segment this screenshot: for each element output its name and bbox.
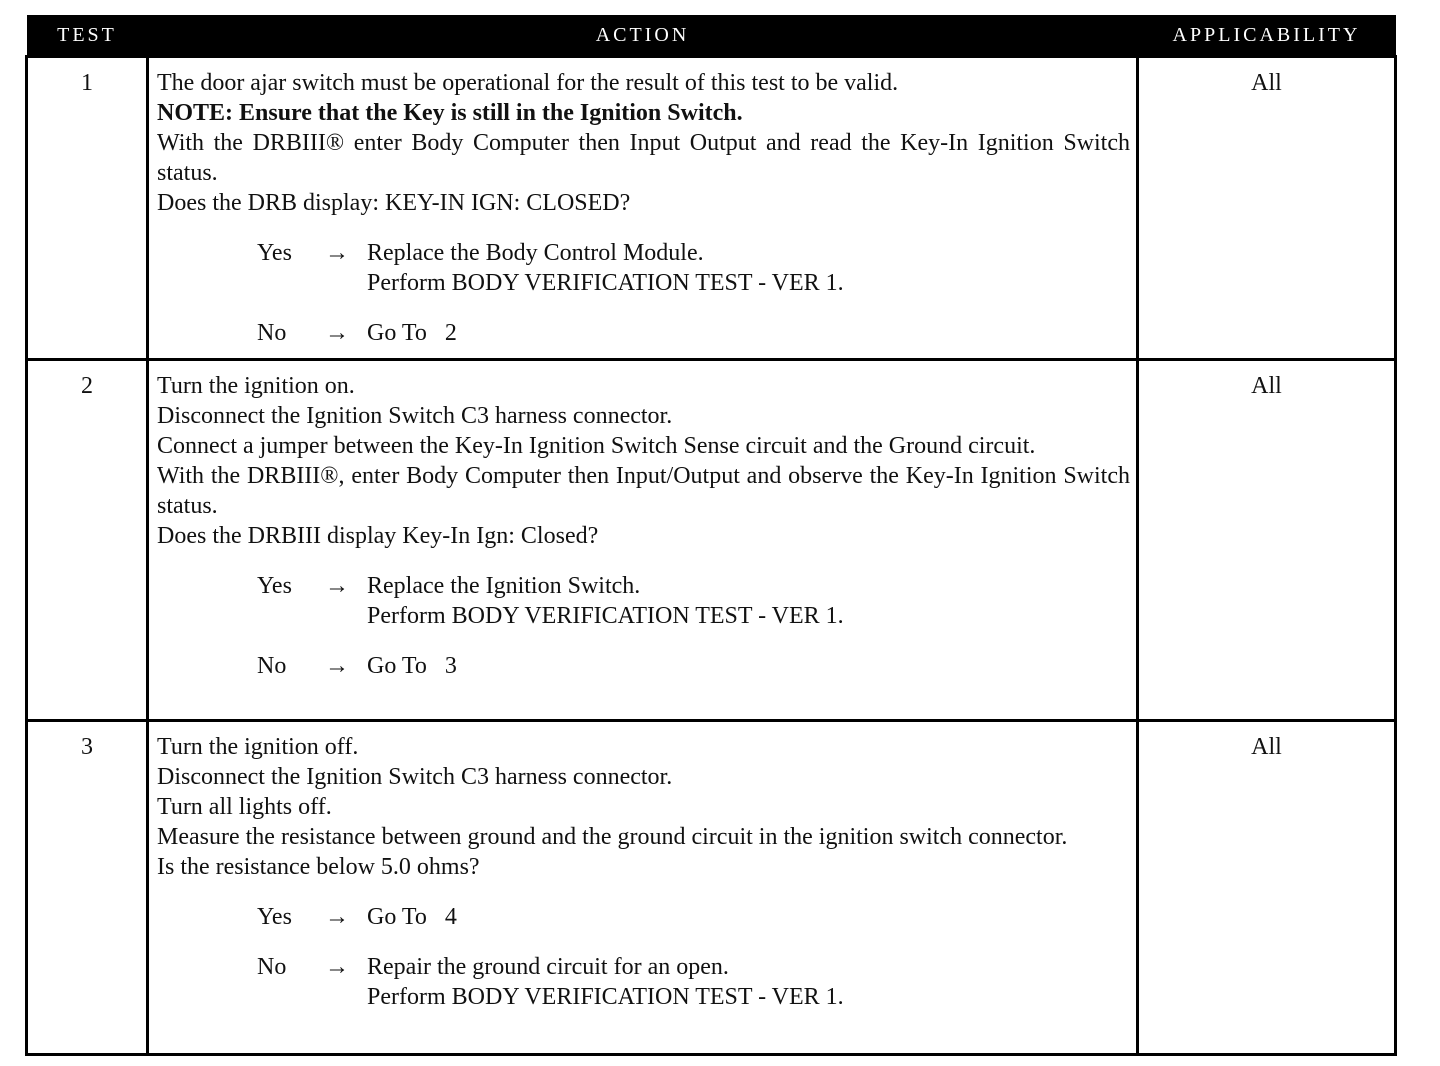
- diagnostic-test-table-page: [25, 15, 1394, 1056]
- table-row: [27, 721, 1396, 1055]
- table-row: [27, 57, 1396, 360]
- outcome-line: Perform BODY VERIFICATION TEST - VER 1.: [367, 984, 844, 1010]
- header-action: ACTION: [148, 15, 1138, 57]
- table-header-row: [27, 15, 1396, 57]
- test-number: 1: [27, 57, 148, 360]
- outcome-line: Go To 2: [367, 320, 457, 346]
- applicability-cell: All: [1138, 721, 1396, 1055]
- action-cell: [148, 360, 1138, 721]
- action-line: Disconnect the Ignition Switch C3 harness connector.: [157, 764, 673, 790]
- yes-label: Yes: [257, 904, 292, 930]
- action-cell: [148, 57, 1138, 360]
- outcome-text: [367, 952, 1130, 1012]
- applicability-cell: All: [1138, 360, 1396, 721]
- outcome-line: Replace the Ignition Switch.: [367, 573, 641, 599]
- outcome-line: Replace the Body Control Module.: [367, 240, 704, 266]
- outcome-line: Perform BODY VERIFICATION TEST - VER 1.: [367, 603, 844, 629]
- action-line: With the DRBIII®, enter Body Computer then Input/Output and observe the Key-In Ignition Switch status.: [157, 463, 1130, 519]
- outcome-text: [367, 902, 1130, 932]
- applicability-cell: All: [1138, 57, 1396, 360]
- yes-outcome: [157, 902, 1130, 932]
- action-line: Disconnect the Ignition Switch C3 harness connector.: [157, 403, 673, 429]
- no-label: No: [257, 954, 287, 980]
- yes-outcome: [157, 238, 1130, 298]
- no-outcome: [157, 952, 1130, 1012]
- yes-label: Yes: [257, 573, 292, 599]
- action-cell: [148, 721, 1138, 1055]
- action-line: Measure the resistance between ground and the ground circuit in the ignition switch connector.: [157, 824, 1068, 850]
- yes-outcome: [157, 571, 1130, 631]
- diagnostic-test-table: [25, 15, 1397, 1056]
- outcomes: [157, 238, 1130, 348]
- arrow-icon: →: [325, 653, 349, 679]
- arrow-icon: →: [325, 240, 349, 266]
- no-label: No: [257, 320, 287, 346]
- outcome-line: Go To 4: [367, 904, 457, 930]
- action-line: Does the DRBIII display Key-In Ign: Closed?: [157, 523, 599, 549]
- test-number: 2: [27, 360, 148, 721]
- action-line: Is the resistance below 5.0 ohms?: [157, 854, 480, 880]
- outcome-text: [367, 318, 1130, 348]
- arrow-icon: →: [325, 573, 349, 599]
- outcome-line: Go To 3: [367, 653, 457, 679]
- outcomes: [157, 902, 1130, 1012]
- action-line: Turn all lights off.: [157, 794, 332, 820]
- action-line: Turn the ignition off.: [157, 734, 359, 760]
- yes-label: Yes: [257, 240, 292, 266]
- header-applicability: APPLICABILITY: [1138, 15, 1396, 57]
- action-line: Turn the ignition on.: [157, 373, 355, 399]
- arrow-icon: →: [325, 320, 349, 346]
- outcomes: [157, 571, 1130, 681]
- action-line: With the DRBIII® enter Body Computer then Input Output and read the Key-In Ignition Switch status.: [157, 130, 1130, 186]
- action-line: The door ajar switch must be operational for the result of this test to be valid.: [157, 70, 899, 96]
- outcome-text: [367, 651, 1130, 681]
- outcome-line: Repair the ground circuit for an open.: [367, 954, 729, 980]
- outcome-line: Perform BODY VERIFICATION TEST - VER 1.: [367, 270, 844, 296]
- no-label: No: [257, 653, 287, 679]
- arrow-icon: →: [325, 904, 349, 930]
- table-row: [27, 360, 1396, 721]
- action-note: NOTE: Ensure that the Key is still in the Ignition Switch.: [157, 100, 743, 126]
- test-number: 3: [27, 721, 148, 1055]
- action-line: Connect a jumper between the Key-In Ignition Switch Sense circuit and the Ground circuit.: [157, 433, 1036, 459]
- action-line: Does the DRB display: KEY-IN IGN: CLOSED?: [157, 190, 631, 216]
- no-outcome: [157, 651, 1130, 681]
- arrow-icon: →: [325, 954, 349, 980]
- no-outcome: [157, 318, 1130, 348]
- outcome-text: [367, 238, 1130, 298]
- header-test: TEST: [27, 15, 148, 57]
- outcome-text: [367, 571, 1130, 631]
